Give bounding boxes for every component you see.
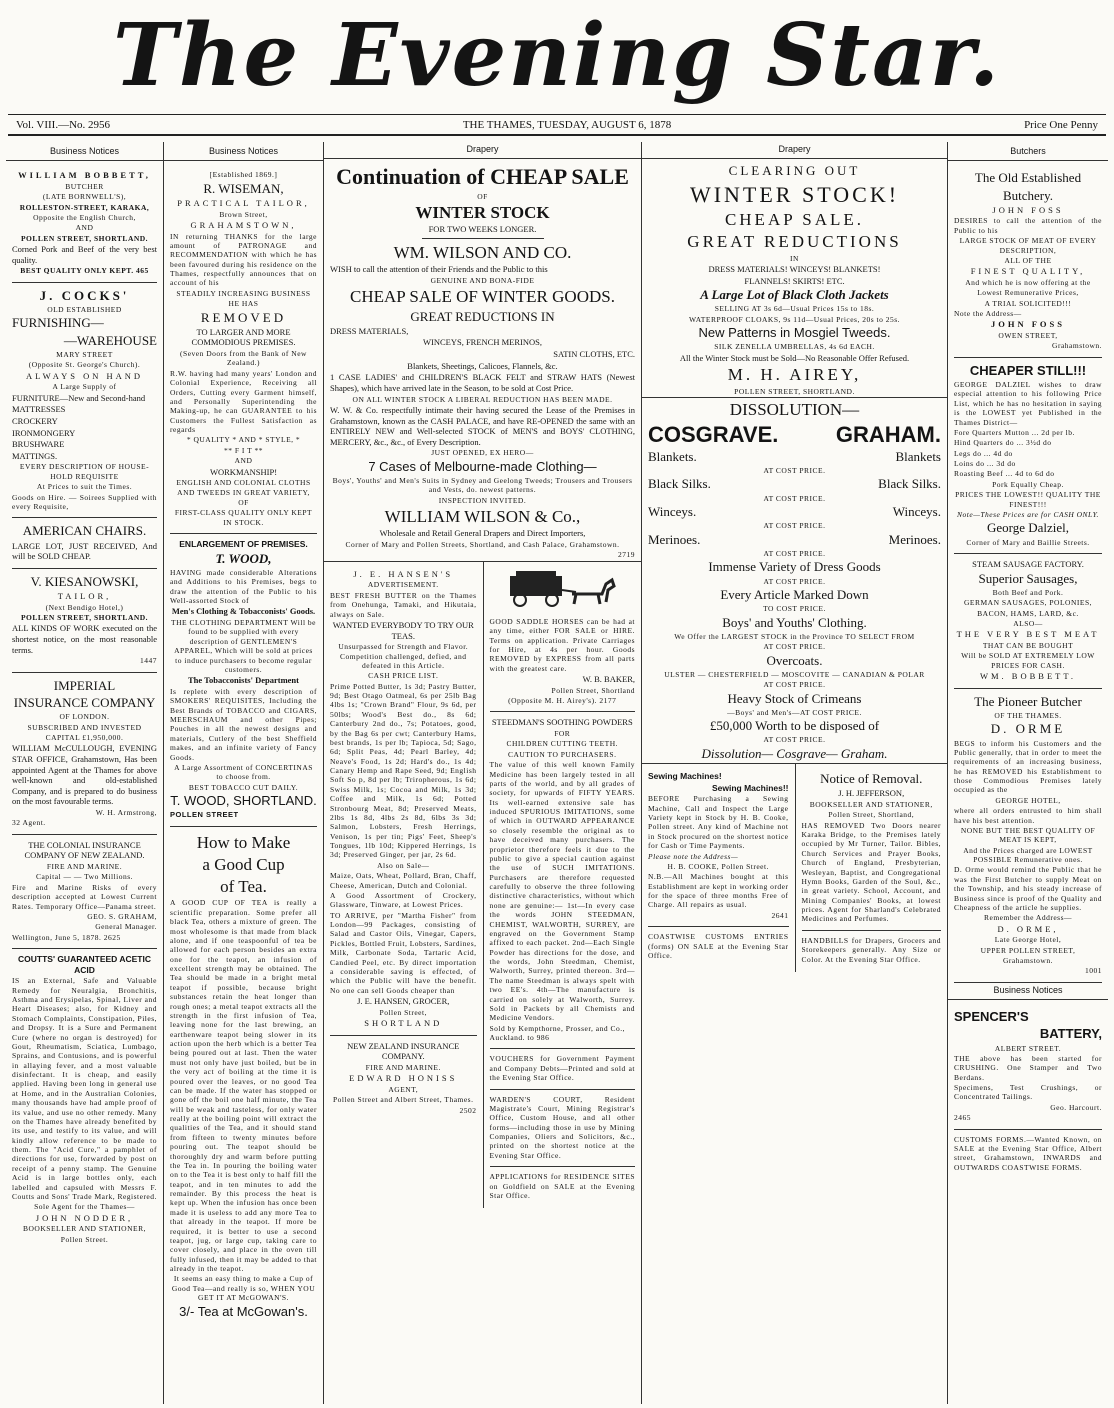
- ad-hansen: J. E. HANSEN'S ADVERTISEMENT. BEST FRESH BUTTER on the Thames from Onehunga, Tamaki, and Hikutaia, always on Sale. WANTED EVERYBODY TO TRY OUR TEAS. Unsurpassed for Strength and Flavor. Competition challenged, defied, and defeated in this Article. CASH PRICE LIST. Prime Potted Butter, 1s 3d; Pastry Butter, 9d; Best Otago Oatmeal, 6s per 25lb Bag 4lbs 1s; "Crown Brand" Flour, 9s 6d, per 50lbs; Wood's Best do., 8s 6d; Canterbury 2nd do., 7s; Potatoes, good, by the Bag 6s per cwt; Canterbury Hams, best brands, 1s per lb; Tapioca, 5d; Sago, 6d; Split Peas, 4d; Pearl Barley, 4d; Neave's Food, 1s 2d; Hard's do., 1s 4d; Canary Hemp and Rape Seed, 9d; English Soft So p, 8d per lb; Triropherous, 1s 6d; Swiss Milk, 1s; Cocoa and Milk, 1s 3d; Coffee and Milk, 1s 6d; Potted Stronbourg Meat, 8d; Preserved Meats, 2lbs 1s 8d, 4lbs 2s 8d, 6lbs 3s 3d; Salmon, Lobsters, Fresh Herrings, Venison, 1s per tin; Pigs' Feet, Sheep's Tongues, 1lb 10d; Kippered Herrings, 1s 3d; Preserved Ginger, per jar, 2s 6d. Also on Sale— Maize, Oats, Wheat, Pollard, Bran, Chaff, Cheese, American, Dutch and Colonial. A Good Assortment of Crockery, Glassware, Tinware, at Lowest Prices. TO ARRIVE, per "Martha Fisher" from London—99 Packages, consisting of Salad and Castor Oils, Vinegar, Capers, Pickles, Bottled Fruit, Lobsters, Sardines, Milk, Carbonate Soda, Tartaric Acid, Candied Peel, etc. By direct importation a considerable saving is effected, of which the Public will have the benefit. No one can sell Goods cheaper than J. E. HANSEN, GROCER, Pollen Street, SHORTLAND: [330, 564, 477, 1036]
- dateline: [8, 114, 1106, 136]
- ad-sewing-machines: Sewing Machines! Sewing Machines!! BEFORE Purchasing a Sewing Machine, Call and Inspect the Large Variety kept in Stock by H. B. Cooke, Pollen street. Any kind of Machine not in Stock procured on the shortest notice for Cash or Time Payments. Please note the Address— H. B. COOKE, Pollen Street. N.B.—All Machines bought at this Establishment are kept in working order for the space of three months Free of Charge. All repairs as usual. 2641: [648, 766, 789, 927]
- ad-warden: WARDEN'S COURT, Resident Magistrate's Court, Mining Registrar's Office, Custom House, and all other forms—including those in use by Mining Companies, Oliers and Solicitors, &c., printed on the shortest notice at the Evening Star Office.: [490, 1090, 636, 1168]
- column-1: [6, 142, 164, 1404]
- ad-customs: CUSTOMS FORMS.—Wanted Known, on SALE at the Evening Star Office, Albert street, Grahamstown, INWARDS and OUTWARDS COASTWISE FORMS.: [954, 1134, 1102, 1172]
- col4-lower: [642, 764, 947, 972]
- ad-bobbett: WILLIAM BOBBETT, BUTCHER (LATE BORNWELL'S), ROLLESTON-STREET, KARAKA, Opposite the English Church, AND POLLEN STREET, SHORTLAND. Corned Pork and Beef of the very best quality. BEST QUALITY ONLY KEPT. 465: [12, 165, 157, 283]
- ad-dissolution: DISSOLUTION— COSGRAVE. GRAHAM. Blankets. Blankets AT COST PRICE. Black Silks. Black Silks. AT COST PRICE. Winceys. Winceys. AT COST PRICE. Merinoes. Merinoes. AT COST PRICE. Immense Variety of Dress Goods AT COST PRICE. Every Article Marked Down TO COST PRICE. Boys' and Youths' Clothing. We Offer the LARGEST STOCK in the Province TO SELECT FROM AT COST PRICE. Overcoats. ULSTER — CHESTERFIELD — MOSCOVITE — CANADIAN & POLAR AT COST PRICE. Heavy Stock of Crimeans —Boys' and Men's—AT COST PRICE. £50,000 Worth to be disposed of AT COST PRICE. Dissolution— Cosgrave— Graham.: [642, 399, 947, 764]
- ad-cocks: J. COCKS' OLD ESTABLISHED FURNISHING— —WAREHOUSE MARY STREET (Opposite St. George's Church). ALWAYS ON HAND A Large Supply of FURNITURE—New and Second-hand MATTRESSES CROCKERY IRONMONGERY BRUSHWARE MATTINGS. EVERY DESCRIPTION OF HOUSE-HOLD REQUISITE At Prices to suit the Times. Goods on Hire. — Soirees Supplied with every Requisite,: [12, 283, 157, 519]
- ad-jefferson: Notice of Removal. J. H. JEFFERSON, BOOKSELLER AND STATIONER, Pollen Street, Shortland, HAS REMOVED Two Doors nearer Karaka Bridge, to the Premises lately occupied by Mr Turner, Tailor. Bibles, Church Services and Prayer Books, Church of England, Presbyterian, Wesleyan, Baptist, and Congregational Hymn Books, Garden of the Soul, &c., in great variety. School, Account, and Mining Companies' Books, at lowest prices. Agent for Sharland's Celebrated Medicines and Perfumes.: [802, 766, 942, 931]
- partners: COSGRAVE. GRAHAM.: [648, 422, 941, 448]
- ad-kiesanowski: V. KIESANOWSKI, TAILOR, (Next Bendigo Hotel,) POLLEN STREET, SHORTLAND. ALL KINDS OF WORK executed on the shortest notice, on the most reasonable terms. 1447: [12, 569, 157, 673]
- ad-vouchers: VOUCHERS for Government Payment and Company Debts—Printed and sold at the Evening Star Office.: [490, 1049, 636, 1089]
- col3-lower-left: [324, 562, 483, 1209]
- col4-lower-right: [795, 764, 948, 972]
- ad-airey: CLEARING OUT WINTER STOCK! CHEAP SALE. GREAT REDUCTIONS IN DRESS MATERIALS! WINCEYS! BLANKETS! FLANNELS! SKIRTS! ETC. A Large Lot of Black Cloth Jackets SELLING AT 3s 6d—Usual Prices 15s to 18s. WATERPROOF CLOAKS, 9s 11d—Usual Prices, 20s to 25s. New Patterns in Mosgiel Tweeds. SILK ZENELLA UMBRELLAS, 4s 6d EACH. All the Winter Stock must be Sold—No Reasonable Offer Refused. M. H. AIREY, POLLEN STREET, SHORTLAND.: [642, 163, 947, 398]
- coach-illustration: [502, 568, 622, 608]
- section-head: Business Notices: [164, 144, 323, 161]
- section-head: Butchers: [948, 144, 1108, 161]
- ad-foss: The Old Established Butchery. JOHN FOSS DESIRES to call the attention of the Public to his LARGE STOCK OF MEAT OF EVERY DESCRIPTION, ALL OF THE FINEST QUALITY, And which he is now offering at the Lowest Remunerative Prices, A TRIAL SOLICITED!!! Note the Address— JOHN FOSS OWEN STREET, Grahamstown.: [954, 165, 1102, 358]
- ad-colonial: THE COLONIAL INSURANCE COMPANY OF NEW ZEALAND. FIRE AND MARINE. Capital — — Two Millions. Fire and Marine Risks of every description accepted at Lowest Current Rates. Temporary Office—Panama street. GEO. S. GRAHAM, General Manager. Wellington, June 5, 1878. 2625: [12, 835, 157, 949]
- ad-handbills: HANDBILLS for Drapers, Grocers and Storekeepers generally. Any Size or Color. At the Evening Star Office.: [801, 935, 941, 964]
- price: Price One Penny: [1024, 118, 1098, 131]
- place-date: THE THAMES, TUESDAY, AUGUST 6, 1878: [462, 118, 672, 131]
- dissolution-row: Winceys. Winceys.: [648, 504, 941, 519]
- column-3: [324, 142, 642, 1404]
- ad-orme: The Pioneer Butcher OF THE THAMES. D. ORME BEGS to inform his Customers and the Public generally, that in order to meet the requirements of an increasing business, he has REMOVED his Establishment to those Commodious Premises lately occupied as the GEORGE HOTEL, where all orders entrusted to him shall have his best attention. NONE BUT THE BEST QUALITY OF MEAT IS KEPT, And the Prices charged are LOWEST POSSIBLE Remunerative ones. D. Orme would remind the Public that he was the First Butcher to supply Meat on the Township, and his steady increase of Business since is proof of the Quality and Cheapness of the article he supplies. Remember the Address— D. ORME, Late George Hotel, UPPER POLLEN STREET, Grahamstown. 1001: [954, 689, 1102, 983]
- section-head: Drapery: [642, 142, 947, 159]
- ad-steedman: STEEDMAN'S SOOTHING POWDERS FOR CHILDREN CUTTING TEETH. CAUTION TO PURCHASERS. The value of this well known Family Medicine has been largely tested in all parts of the world, and by all grades of society, for upwards of FIFTY YEARS. Its well-earned extensive sale has induced SPURIOUS IMITATIONS, some of which in OUTWARD APPEARANCE so closely resemble the original as to have deceived many purchasers. The proprietor therefore feels it due to the public to give a special caution against the use of SUCH IMITATIONS. Purchasers are therefore requested carefully to observe the three following distinctive characteristics, without which none are genuine:— 1st—In every case the words JOHN STEEDMAN, CHEMIST, WALWORTH, SURREY, are engraved on the Government Stamp affixed to each packet. 2nd—Each Single Powder has directions for the dose, and the words, John Steedman, Chemist, Walworth, Surrey, printed thereon. 3rd—The name Steedman is always spelt with two EE's. 4th—The manufacture is carried on solely at Walworth, Surrey. Sold in Packets by all Chemists and Medicine Vendors. Sold by Kempthorne, Prosser, and Co., Auckland. to 986: [490, 712, 636, 1049]
- column-2: [164, 142, 324, 1404]
- ad-baker: GOOD SADDLE HORSES can be had at any time, either FOR SALE or HIRE. Terms on application. Private Carriages for Hire, at 4s per hour. Goods REMOVED by EXPRESS from all parts with the greatest care. W. B. BAKER, Pollen Street, Shortland (Opposite M. H. Airey's). 2177: [490, 612, 636, 713]
- divider: [422, 238, 544, 239]
- volume-number: Vol. VIII.—No. 2956: [16, 118, 111, 131]
- ad-nz-insurance: NEW ZEALAND INSURANCE COMPANY. FIRE AND MARINE. EDWARD HONISS AGENT, Pollen Street and Albert Street, Thames. 2502: [333, 1040, 477, 1115]
- masthead: [0, 0, 1114, 112]
- ad-wiseman: [Established 1869.] R. WISEMAN, PRACTICAL TAILOR, Brown Street, GRAHAMSTOWN, IN returning THANKS for the large amount of PATRONAGE and RECOMMENDATION with which he has been favoured during his residence on the Thames, respectfully announces that on account of his STEADILY INCREASING BUSINESS HE HAS REMOVED TO LARGER AND MORE COMMODIOUS PREMISES. (Seven Doors from the Bank of New Zealand.) R.W. having had many years' London and Colonial Experience, Receiving all Orders, Cutting every Garment himself, and Personally Superintending the Making-up, he can GUARANTEE to his Customers the Fullest Satisfaction as regards * QUALITY * AND * STYLE, * ** F I T ** AND WORKMANSHIP! ENGLISH AND COLONIAL CLOTHS AND TWEEDS IN GREAT VARIETY, OF FIRST-CLASS QUALITY ONLY KEPT IN STOCK.: [170, 165, 317, 534]
- price-list: Fore Quarters Mutton ... 2d per lb. Hind Quarters do ... 3½d do Legs do ... 4d do Loins do ... 3d do Roasting Beef ... 4d to 6d do: [954, 427, 1075, 479]
- section-head: Business Notices: [6, 144, 163, 161]
- column-4: [642, 142, 948, 1404]
- col3-lower: [324, 562, 641, 1209]
- cocks-items: FURNITURE—New and Second-hand MATTRESSES CROCKERY IRONMONGERY BRUSHWARE MATTINGS.: [12, 392, 146, 461]
- section-head: Business Notices: [948, 983, 1108, 1000]
- col4-lower-left: [642, 764, 795, 972]
- column-5: [948, 142, 1108, 1404]
- dissolution-row: Blankets. Blankets: [648, 448, 941, 464]
- ad-tea: How to Make a Good Cup of Tea. A GOOD CUP OF TEA is really a scientific preparation. Some prefer all black Tea, others a mixture of green. The most wholesome is that made from black alone, and if one teaspoonful of tea be allowed for each person besides an extra one for the teapot, an infusion of excellent strength may be obtained. The Tea should be made in a bright metal teapot if possible, because bright substances retain the heat longer than rough ones; a metal teapot extracts all the strength in the first infusion of Tea, leaving none for the last brewing, an earthenware teapot being slower in its action upon the herb which is a better Tea being poured out at last. Then the water must not only have just boiled, but be in the very act of boiling at the time it is poured over the leaves, or no good Tea can be made. If the water has stopped or gone off the boil one half minute, the Tea will be weak and tasteless, for only water really at the boiling point will extract the qualities of the Tea, and it should stand from fifteen to twenty minutes before pouring out. The teapot should be thoroughly dry and warm before putting the Tea in. In pouring the boiling water on to the Tea it is best only to half fill the teapot, and in ten minutes to add the remainder. By this process the heat is kept up. When the infusion has once been made it is useless to add any more Tea to that already in the teapot. If more be required, it is better to use a second teapot, jug, or large cup, taking care to cover closely, and place in the oven till fully infused, then it may be added to that already in the teapot. It seems an easy thing to make a Cup of Good Tea—and really is so, WHEN YOU GET IT AT McGOWAN'S. 3/- Tea at McGowan's.: [170, 832, 317, 1319]
- newspaper-title: The Evening Star.: [112, 5, 1002, 106]
- ad-chairs: AMERICAN CHAIRS. LARGE LOT, JUST RECEIVED, And will be SOLD CHEAP.: [12, 518, 157, 569]
- dissolution-row: Black Silks. Black Silks.: [648, 476, 941, 492]
- ad-wood: ENLARGEMENT OF PREMISES. T. WOOD, HAVING made considerable Alterations and Additions to his Premises, begs to draw the attention of the Public to his Well-assorted Stock of Men's Clothing & Tobacconists' Goods. THE CLOTHING DEPARTMENT Will be found to be supplied with every description of GENTLEMEN'S APPAREL, Which will be sold at prices to induce purchasers to become regular customers. The Tobacconists' Department Is replete with every description of SMOKERS' REQUISITES, Including the Best Brands of TOBACCO and CIGARS, MEERSCHAUM and other Pipes; Pouches in all the newest designs and materials, Cutlery of the best Sheffield makes, and an infinite variety of Fancy Goods. A Large Assortment of CONCERTINAS to choose from. BEST TOBACCO CUT DAILY. T. WOOD, SHORTLAND. POLLEN STREET: [170, 534, 317, 827]
- ad-wilson: Continuation of CHEAP SALE OF WINTER STOCK FOR TWO WEEKS LONGER. WM. WILSON AND CO. WISH to call the attention of their Friends and the Public to this GENUINE AND BONA-FIDE CHEAP SALE OF WINTER GOODS. GREAT REDUCTIONS IN DRESS MATERIALS, WINCEYS, FRENCH MERINOS, SATIN CLOTHS, ETC. Blankets, Sheetings, Calicoes, Flannels, &c. 1 CASE LADIES' and CHILDREN'S BLACK FELT and STRAW HATS (Newest Shapes), which have arrived late in the Season, to be sold at Cost Price. ON ALL WINTER STOCK A LIBERAL REDUCTION HAS BEEN MADE. W. W. & Co. respectfully intimate their having secured the Lease of the Premises in Grahamstown, known as the CASH PALACE, and have RE-OPENED the same with an ENTIRELY NEW and Well-selected STOCK of MEN'S and BOYS' CLOTHING, MERCERY, &c., &c., of Every Description. JUST OPENED, EX HERO— 7 Cases of Melbourne-made Clothing— Boys', Youths' and Men's Suits in Sydney and Geelong Tweeds; Trousers and Trousers and Vests, do. newest patterns. INSPECTION INVITED. WILLIAM WILSON & Co., Wholesale and Retail General Drapers and Direct Importers, Corner of Mary and Pollen Streets, Shortland, and Cash Palace, Grahamstown. 2719: [324, 163, 641, 562]
- section-head: Drapery: [324, 142, 641, 159]
- dissolution-row: Merinoes. Merinoes.: [648, 531, 941, 547]
- ad-applications: APPLICATIONS for RESIDENCE SITES on Goldfield on SALE at the Evening Star Office.: [489, 1172, 635, 1200]
- ad-dalziel: CHEAPER STILL!!! GEORGE DALZIEL wishes to draw especial attention to his following Price List, which he has no hesitation in saying is the LOWEST yet Published in the Thames District— Fore Quarters Mutton ... 2d per lb. Hind Quarters do ... 3½d do Legs do ... 4d do Loins do ... 3d do Roasting Beef ... 4d to 6d do Pork Equally Cheap. PRICES THE LOWEST!! QUALITY THE FINEST!!! Note—These Prices are for CASH ONLY. George Dalziel, Corner of Mary and Baillie Streets.: [954, 358, 1102, 554]
- ad-coastwise: COASTWISE CUSTOMS ENTRIES (forms) ON SALE at the Evening Star Office.: [648, 932, 789, 960]
- columns: [6, 142, 1108, 1404]
- col3-lower-right: [483, 562, 642, 1209]
- ad-sausage: STEAM SAUSAGE FACTORY. Superior Sausages, Both Beef and Pork. GERMAN SAUSAGES, POLONIES, BACON, HAMS, LARD, &c. ALSO— THE VERY BEST MEAT THAT CAN BE BOUGHT Will be SOLD AT EXTREMELY LOW PRICES FOR CASH. WM. BOBBETT.: [954, 554, 1102, 689]
- ad-spencer: SPENCER'S BATTERY, ALBERT STREET. THE above has been started for CRUSHING. One Stamper and Two Berdans. Specimens, Test Crushings, or Concentrated Tailings. Geo. Harcourt. 2465: [954, 1004, 1102, 1130]
- ad-imperial: IMPERIAL INSURANCE COMPANY OF LONDON. SUBSCRIBED AND INVESTED CAPITAL £1,950,000. WILLIAM McCULLOUGH, EVENING STAR OFFICE, Grahamstown, Has been appointed Agent at the Thames for above well-known and old-established Company, and is prepared to do business on the most favourable terms. W. H. Armstrong, 32 Agent.: [12, 673, 157, 835]
- ad-coutts: COUTTS' GUARANTEED ACETIC ACID IS an External, Safe and Valuable Remedy for Neuralgia, Bronchitis, Asthma and Erysipelas, Spinal, Liver and Heart Diseases; also, for Kidney and Stomach Complaints, Constipation, Piles, and Dropsy. It is a Sure and Permanent Cure (where no organ is destroyed) for Gout, Rheumatism, Sciatica, Lumbago, Sprains, and Contusions, and is powerful in allaying fever, and a most valuable disinfectant. It is cheap, and easily applied. Having been long in general use at Home, and in the Australian Colonies, many thousands have had ample proof of its value, and use no other remedy. Many on the Thames have already benefited by its use, and testify to its value, and will kindly allow reference to be made to them. The "Acid Cure," a pamphlet of directions for use, forwarded by post on receipt of a penny stamp. The Genuine Acid is in large bottles only, each labelled and capsuled with Messrs F. Coutts and Sons' Trade Mark, Registered. Sole Agent for the Thames— JOHN NODDER, BOOKSELLER AND STATIONER, Pollen Street.: [12, 954, 158, 1244]
